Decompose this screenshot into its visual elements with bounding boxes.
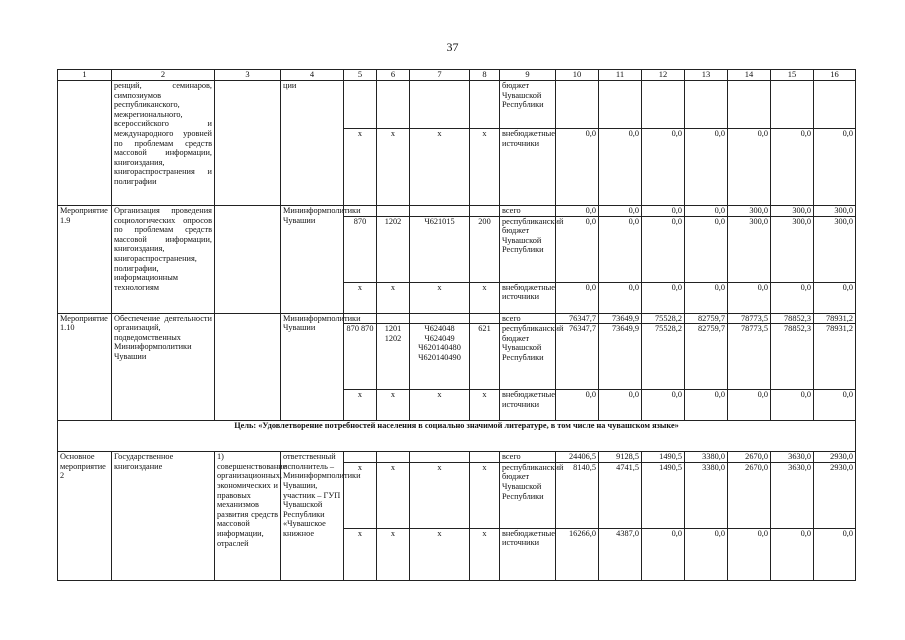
cell-value: 0,0 bbox=[556, 390, 599, 421]
col-header: 9 bbox=[500, 70, 556, 81]
cell-executor: ции bbox=[281, 81, 344, 206]
cell-value: 300,0 bbox=[771, 216, 814, 282]
cell-value bbox=[771, 81, 814, 129]
cell-value: 78931,2 bbox=[814, 324, 856, 390]
cell-vr: 621 bbox=[470, 324, 500, 390]
cell-event: Мероприятие 1.9 bbox=[58, 206, 112, 314]
cell-value: 300,0 bbox=[814, 206, 856, 217]
cell-value: 300,0 bbox=[771, 206, 814, 217]
cell-value: 0,0 bbox=[556, 206, 599, 217]
cell-value: 0,0 bbox=[556, 282, 599, 313]
cell-value: 0,0 bbox=[685, 129, 728, 206]
cell-value: 3380,0 bbox=[685, 452, 728, 463]
cell-value: 0,0 bbox=[642, 528, 685, 580]
cell-value bbox=[642, 81, 685, 129]
cell-value: 78852,3 bbox=[771, 313, 814, 324]
cell-source: внебюджетные источники bbox=[500, 528, 556, 580]
cell-value bbox=[728, 81, 771, 129]
cell-value: 0,0 bbox=[728, 129, 771, 206]
cell-value: 2670,0 bbox=[728, 462, 771, 528]
budget-table bbox=[57, 69, 856, 581]
cell-value: 0,0 bbox=[685, 390, 728, 421]
cell-value: 0,0 bbox=[556, 216, 599, 282]
cell-value: 3630,0 bbox=[771, 452, 814, 463]
cell-csr bbox=[410, 206, 470, 217]
cell-value: 2670,0 bbox=[728, 452, 771, 463]
cell-value: 0,0 bbox=[599, 390, 642, 421]
cell-value: 78773,5 bbox=[728, 324, 771, 390]
cell-rz: x bbox=[377, 462, 410, 528]
cell-source: всего bbox=[500, 452, 556, 463]
cell-csr: x bbox=[410, 390, 470, 421]
cell-value: 16266,0 bbox=[556, 528, 599, 580]
col-header: 3 bbox=[215, 70, 281, 81]
cell-value bbox=[556, 81, 599, 129]
cell-rz: x bbox=[377, 390, 410, 421]
col-header: 14 bbox=[728, 70, 771, 81]
cell-value: 0,0 bbox=[814, 282, 856, 313]
cell-value: 0,0 bbox=[814, 129, 856, 206]
cell-event: Основное мероприятие 2 bbox=[58, 452, 112, 581]
cell-value: 8140,5 bbox=[556, 462, 599, 528]
cell-source: всего bbox=[500, 206, 556, 217]
cell-value: 0,0 bbox=[599, 206, 642, 217]
cell-source: внебюджетные источники bbox=[500, 390, 556, 421]
cell-value: 9128,5 bbox=[599, 452, 642, 463]
col-header: 15 bbox=[771, 70, 814, 81]
cell-csr: Ч624048 Ч624049 Ч620140480 Ч620140490 bbox=[410, 324, 470, 390]
cell-value: 0,0 bbox=[685, 528, 728, 580]
cell-grbs: x bbox=[344, 390, 377, 421]
cell-value: 0,0 bbox=[599, 216, 642, 282]
cell-value: 0,0 bbox=[771, 129, 814, 206]
cell-value: 24406,5 bbox=[556, 452, 599, 463]
cell-grbs: x bbox=[344, 282, 377, 313]
cell-value: 0,0 bbox=[556, 129, 599, 206]
cell-csr: x bbox=[410, 462, 470, 528]
table-row bbox=[58, 81, 856, 129]
col-header: 13 bbox=[685, 70, 728, 81]
cell-vr bbox=[470, 206, 500, 217]
cell-value: 0,0 bbox=[685, 216, 728, 282]
col-header: 1 bbox=[58, 70, 112, 81]
cell-event-description: Обеспечение деятельности организаций, подведомственных Мининформполитики Чувашии bbox=[112, 313, 215, 421]
col-header: 8 bbox=[470, 70, 500, 81]
cell-source: внебюджетные источники bbox=[500, 282, 556, 313]
cell-value: 0,0 bbox=[728, 528, 771, 580]
cell-value: 73649,9 bbox=[599, 313, 642, 324]
cell-value: 2930,0 bbox=[814, 462, 856, 528]
cell-value: 1490,5 bbox=[642, 452, 685, 463]
cell-grbs: x bbox=[344, 129, 377, 206]
cell-executor: ответственный исполнитель – Мининформполитики Чувашии, участник – ГУП Чувашской Республики «Чувашское книжное bbox=[281, 452, 344, 581]
col-header: 10 bbox=[556, 70, 599, 81]
cell-value: 0,0 bbox=[814, 390, 856, 421]
cell-value: 78773,5 bbox=[728, 313, 771, 324]
cell-value bbox=[685, 81, 728, 129]
cell-rz bbox=[377, 452, 410, 463]
col-header: 7 bbox=[410, 70, 470, 81]
cell-value: 75528,2 bbox=[642, 324, 685, 390]
table-row bbox=[58, 313, 856, 324]
cell-event-description: ренций, семинаров, симпозиумов республиканского, межрегионального, всероссийского и международного уровней по проблемам средств массовой информации, книгоиздания, книгораспространения и полиграфии bbox=[112, 81, 215, 206]
cell-grbs: x bbox=[344, 528, 377, 580]
cell-source: республиканский бюджет Чувашской Республики bbox=[500, 324, 556, 390]
cell-grbs: 870 bbox=[344, 216, 377, 282]
cell-rz: x bbox=[377, 528, 410, 580]
cell-value: 300,0 bbox=[728, 216, 771, 282]
cell-rz: x bbox=[377, 129, 410, 206]
cell-vr bbox=[470, 81, 500, 129]
cell-value: 82759,7 bbox=[685, 313, 728, 324]
cell-csr: x bbox=[410, 528, 470, 580]
cell-grbs bbox=[344, 452, 377, 463]
col-header: 5 bbox=[344, 70, 377, 81]
cell-goal bbox=[215, 313, 281, 421]
col-header: 16 bbox=[814, 70, 856, 81]
cell-csr bbox=[410, 313, 470, 324]
cell-value: 0,0 bbox=[771, 282, 814, 313]
cell-goal bbox=[215, 206, 281, 314]
cell-vr bbox=[470, 452, 500, 463]
cell-value: 0,0 bbox=[642, 206, 685, 217]
cell-grbs: 870 870 bbox=[344, 324, 377, 390]
cell-vr bbox=[470, 313, 500, 324]
cell-value: 3380,0 bbox=[685, 462, 728, 528]
cell-rz: x bbox=[377, 282, 410, 313]
cell-value: 300,0 bbox=[814, 216, 856, 282]
cell-value: 82759,7 bbox=[685, 324, 728, 390]
col-header: 2 bbox=[112, 70, 215, 81]
cell-value: 0,0 bbox=[599, 129, 642, 206]
cell-value: 78852,3 bbox=[771, 324, 814, 390]
cell-event bbox=[58, 81, 112, 206]
cell-value: 76347,7 bbox=[556, 324, 599, 390]
cell-value: 2930,0 bbox=[814, 452, 856, 463]
cell-grbs bbox=[344, 81, 377, 129]
cell-value bbox=[599, 81, 642, 129]
goal-row bbox=[58, 421, 856, 452]
cell-source: внебюджетные источники bbox=[500, 129, 556, 206]
col-header: 6 bbox=[377, 70, 410, 81]
cell-event-description: Государственное книгоиздание bbox=[112, 452, 215, 581]
cell-value: 0,0 bbox=[685, 206, 728, 217]
cell-grbs: x bbox=[344, 462, 377, 528]
goal-text: Цель: «Удовлетворение потребностей населения в социально значимой литературе, в том числе на чувашском языке» bbox=[58, 421, 856, 452]
cell-rz: 1201 1202 bbox=[377, 324, 410, 390]
cell-value: 4741,5 bbox=[599, 462, 642, 528]
cell-vr: x bbox=[470, 282, 500, 313]
column-number-row bbox=[58, 70, 856, 81]
cell-value: 4387,0 bbox=[599, 528, 642, 580]
cell-value: 0,0 bbox=[642, 282, 685, 313]
col-header: 12 bbox=[642, 70, 685, 81]
cell-value: 0,0 bbox=[642, 129, 685, 206]
cell-vr: x bbox=[470, 528, 500, 580]
cell-executor: Мининформполитики Чувашии bbox=[281, 313, 344, 421]
cell-csr bbox=[410, 81, 470, 129]
cell-value: 0,0 bbox=[814, 528, 856, 580]
cell-value: 0,0 bbox=[642, 216, 685, 282]
cell-source: бюджет Чувашской Республики bbox=[500, 81, 556, 129]
cell-value: 0,0 bbox=[599, 282, 642, 313]
cell-csr bbox=[410, 452, 470, 463]
cell-csr: x bbox=[410, 129, 470, 206]
cell-value: 1490,5 bbox=[642, 462, 685, 528]
cell-value: 78931,2 bbox=[814, 313, 856, 324]
page-number: 37 bbox=[446, 40, 459, 54]
cell-value: 300,0 bbox=[728, 206, 771, 217]
col-header: 4 bbox=[281, 70, 344, 81]
table-row bbox=[58, 206, 856, 217]
cell-vr: 200 bbox=[470, 216, 500, 282]
cell-value: 76347,7 bbox=[556, 313, 599, 324]
cell-value: 0,0 bbox=[771, 528, 814, 580]
cell-value: 0,0 bbox=[728, 282, 771, 313]
cell-value: 3630,0 bbox=[771, 462, 814, 528]
cell-source: всего bbox=[500, 313, 556, 324]
cell-value: 0,0 bbox=[771, 390, 814, 421]
cell-rz bbox=[377, 81, 410, 129]
cell-csr: x bbox=[410, 282, 470, 313]
cell-vr: x bbox=[470, 390, 500, 421]
cell-event-description: Организация проведения социологических опросов по проблемам средств массовой информации, книгоиздания, книгораспространения, полиграфии, информационным технологиям bbox=[112, 206, 215, 314]
cell-value: 0,0 bbox=[642, 390, 685, 421]
cell-rz: 1202 bbox=[377, 216, 410, 282]
cell-source: республиканский бюджет Чувашской Республики bbox=[500, 462, 556, 528]
cell-rz bbox=[377, 206, 410, 217]
col-header: 11 bbox=[599, 70, 642, 81]
table-row bbox=[58, 452, 856, 463]
cell-value bbox=[814, 81, 856, 129]
cell-source: республиканский бюджет Чувашской Республики bbox=[500, 216, 556, 282]
cell-csr: Ч621015 bbox=[410, 216, 470, 282]
cell-vr: x bbox=[470, 462, 500, 528]
cell-value: 75528,2 bbox=[642, 313, 685, 324]
cell-executor: Мининформполитики Чувашии bbox=[281, 206, 344, 314]
cell-value: 0,0 bbox=[728, 390, 771, 421]
cell-goal bbox=[215, 81, 281, 206]
cell-vr: x bbox=[470, 129, 500, 206]
cell-event: Мероприятие 1.10 bbox=[58, 313, 112, 421]
cell-goal: 1) совершенствование организационных, экономических и правовых механизмов развития средств массовой информации, отраслей bbox=[215, 452, 281, 581]
cell-rz bbox=[377, 313, 410, 324]
cell-value: 0,0 bbox=[685, 282, 728, 313]
cell-value: 73649,9 bbox=[599, 324, 642, 390]
